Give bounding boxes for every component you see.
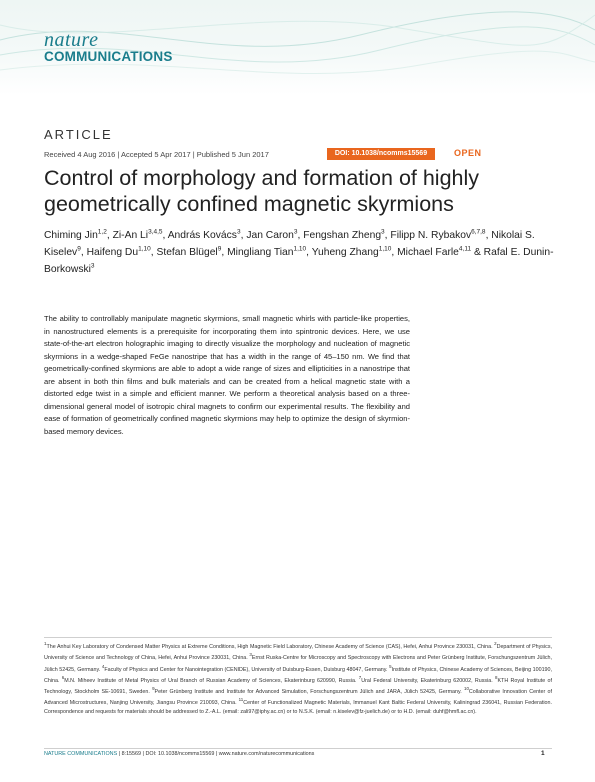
logo-communications-text: COMMUNICATIONS: [44, 49, 173, 64]
page-footer: [44, 751, 314, 757]
open-access-label: OPEN: [454, 148, 482, 158]
affiliation-number: 7: [358, 674, 362, 680]
publication-dates: Received 4 Aug 2016 | Accepted 5 Apr 2017 | Published 5 Jun 2017: [44, 150, 269, 159]
author-affiliation-marker: 3: [90, 262, 95, 270]
journal-logo[interactable]: [44, 30, 173, 64]
abstract: The ability to controllably manipulate magnetic skyrmions, small magnetic whirls with particle-like properties, in nanostructured elements is a prerequisite for incorporating them into spintronic devices. Here, we use state-of-the-art electron holographic imaging to directly visualize the morphology and nucleation of magnetic skyrmions in a wedge-shaped FeGe nanostripe that has a width in the range of 45–150 nm. We find that geometrically-confined skyrmions are able to adopt a wide range of sizes and ellipticities in a nanostripe that are absent in both thin films and bulk materials and can be created from a helical magnetic state with a distorted edge twist in a simple and efficient manner. We perform a theoretical analysis based on a three-dimensional general model of isotropic chiral magnets to confirm our experimental results. The flexibility and ease of formation of geometrically confined magnetic skyrmions may help to optimize the design of skyrmion-based memory devices.: [44, 314, 410, 436]
footer-divider: [44, 748, 552, 749]
affiliations-divider: [44, 637, 552, 638]
author-affiliation-marker: 9: [217, 245, 222, 253]
affiliation-text: Center of Functionalized Magnetic Materials, Immanuel Kant Baltic Federal University, Kaliningrad 236041, Russian Federation.: [243, 700, 552, 707]
affiliations: [44, 640, 552, 716]
article-title: Control of morphology and formation of highly geometrically confined magnetic skyrmions: [44, 166, 480, 216]
author-name: Nikolai S. Kiselev: [44, 230, 535, 259]
footer-journal-name: NATURE COMMUNICATIONS: [44, 751, 118, 757]
affiliation-number: 10: [463, 686, 469, 692]
author-name: Haifeng Du: [86, 247, 139, 259]
author-name: Stefan Blügel: [156, 247, 218, 259]
author-affiliation-marker: 4,11: [458, 245, 472, 253]
author-affiliation-marker: 1,10: [293, 245, 307, 253]
affiliation-number: 5: [389, 663, 392, 669]
affiliation-number: 4: [101, 663, 105, 669]
author-affiliation-marker: 3: [293, 228, 298, 236]
affiliation-text: Collaborative Innovation Center of Advanced Microstructures, Nanjing University, Jiangsu Province 210093, China.: [44, 688, 552, 707]
affiliation-number: 11: [238, 697, 244, 703]
journal-header-band: [0, 0, 595, 95]
affiliation-text: Peter Grünberg Institute and Institute for Advanced Simulation, Forschungszentrum Jülich and JARA, Jülich 52425, Germany.: [154, 688, 464, 695]
affiliation-number: 9: [152, 686, 155, 692]
author-affiliation-marker: 1,10: [378, 245, 392, 253]
author-affiliation-marker: 1,10: [138, 245, 151, 253]
affiliation-text: Faculty of Physics and Center for Nanointegration (CENIDE), University of Duisburg-Essen, Duisburg 48047, Germany.: [104, 666, 390, 673]
author-name: Filipp N. Rybakov: [390, 230, 472, 241]
author-name: Fengshan Zheng: [303, 230, 382, 241]
author-affiliation-marker: 3: [381, 228, 385, 236]
affiliation-number: 8: [495, 674, 498, 680]
affiliation-text: The Anhui Key Laboratory of Condensed Matter Physics at Extreme Conditions, High Magnetic Field Laboratory, Chinese Academy of Science (CAS), Hefei, Anhui Province 230031, China.: [46, 643, 495, 650]
affiliation-text: Ernst Ruska-Centre for Microscopy and Spectroscopy with Electrons and Peter Grünberg Institute, Forschungszentrum Jülich, Jülich 52425, Germany.: [44, 655, 552, 673]
author-affiliation-marker: 3: [236, 228, 241, 236]
footer-citation: | 8:15569 | DOI: 10.1038/ncomms15569 | www.nature.com/naturecommunications: [117, 751, 315, 757]
author-name: Jan Caron: [246, 230, 294, 241]
affiliation-number: 1: [44, 641, 47, 646]
affiliation-text: KTH Royal Institute of Technology, Stockholm SE-10691, Sweden.: [44, 677, 552, 695]
affiliation-number: 2: [494, 641, 497, 646]
author-name: Rafal E. Dunin-Borkowski: [44, 247, 554, 276]
affiliation-text: M.N. Miheev Institute of Metal Physics of Ural Branch of Russian Academy of Sciences, Ekaterinburg 620990, Russia.: [64, 677, 359, 684]
page-number: 1: [541, 750, 545, 757]
affiliation-number: 3: [249, 652, 252, 658]
author-name: Mingliang Tian: [227, 247, 294, 259]
affiliation-text: Department of Physics, University of Science and Technology of China, Hefei, Anhui Province 230031, China.: [44, 643, 552, 662]
logo-nature-text: nature: [44, 29, 99, 51]
author-affiliation-marker: 9: [77, 245, 81, 253]
author-affiliation-marker: 6,7,8: [471, 228, 486, 236]
author-name: András Kovács: [167, 230, 237, 241]
author-name: Yuheng Zhang: [311, 247, 379, 259]
author-name: Zi-An Li: [112, 230, 149, 241]
author-affiliation-marker: 1,2: [97, 228, 107, 236]
affiliation-text: Ural Federal University, Ekaterinburg 620002, Russia.: [361, 677, 496, 684]
author-list: Chiming Jin$^{1,2}$, Zi-An Li$^{3,4,5}$, András Kovács$^3$, Jan Caron$^3$, Fengshan Zheng$^3$, Filipp N. Rybakov$^{6,7,8}$, Nikolai S. Kiselev$^9$, Haifeng Du$^{1,10}$, Stefan Blügel$^9$, Mingliang Tian$^{1,10}$, Yuheng Zhang$^{1,10}$, Michael Farle$^{4,11}$ & Rafal E. Dunin-Borkowski$^3$: [44, 228, 554, 276]
affiliation-number: 6: [61, 674, 65, 680]
author-name: Chiming Jin: [44, 230, 98, 241]
affiliation-text: Institute of Physics, Chinese Academy of Sciences, Beijing 100190, China.: [44, 666, 552, 684]
author-affiliation-marker: 3,4,5: [148, 228, 163, 236]
doi-badge[interactable]: DOI: 10.1038/ncomms15569: [327, 148, 435, 160]
article-type-label: ARTICLE: [44, 127, 113, 142]
correspondence-note: Correspondence and requests for materials should be addressed to Z.-A.L. (email: zali97@iphy.ac.cn) or to N.S.K. (email: n.kiselev@fz-juelich.de) or to H.D. (email: duhf@hmfl.ac.cn).: [44, 708, 477, 715]
author-name: Michael Farle: [397, 247, 459, 259]
